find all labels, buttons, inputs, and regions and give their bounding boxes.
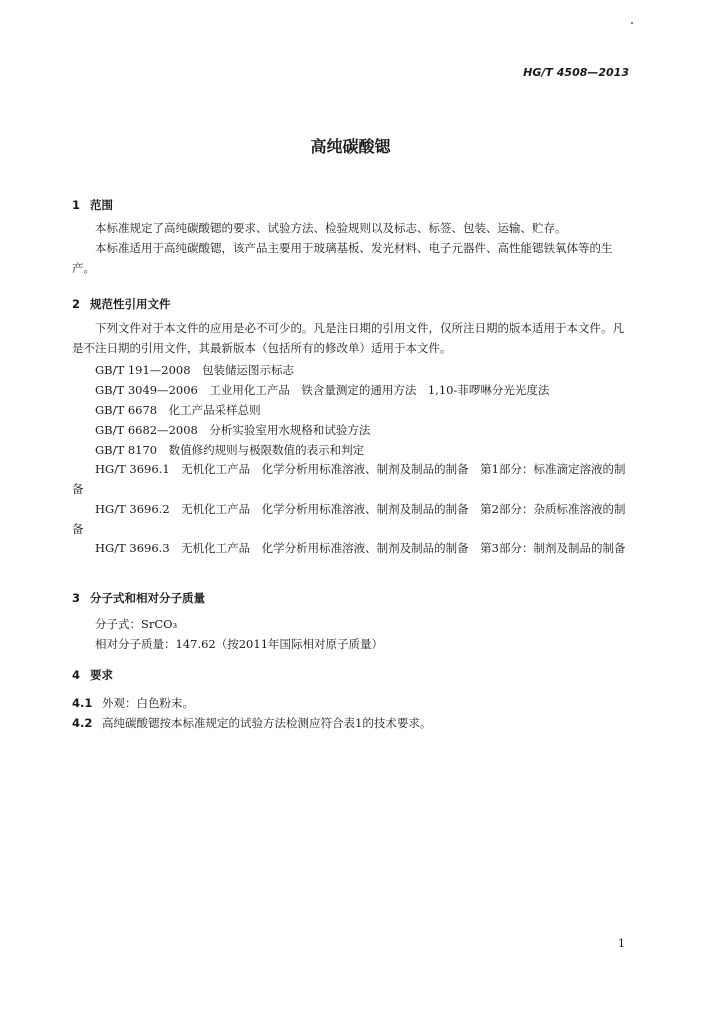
reference-code: GB/T 8170	[95, 443, 158, 457]
document-title: 高纯碳酸锶	[310, 137, 391, 156]
section-number: 2	[72, 297, 81, 311]
section-1-heading	[72, 197, 113, 213]
reference-code: GB/T 3049—2006	[95, 383, 198, 397]
scan-speck	[631, 22, 633, 24]
section-2-heading	[72, 296, 171, 312]
section-title: 分子式和相对分子质量	[90, 591, 205, 605]
reference-title: 数值修约规则与极限数值的表示和判定	[168, 443, 365, 457]
reference-item-wrapped: HG/T 3696.3 无机化工产品 化学分析用标准溶液、制剂及制品的制备 第3部分：制剂及制品的制备	[95, 541, 626, 555]
clause-number: 4.2	[72, 716, 93, 730]
reference-title: 分析实验室用水规格和试验方法	[209, 423, 371, 437]
molecular-formula: 分子式：SrCO₃	[95, 617, 178, 631]
reference-item	[95, 442, 364, 458]
clause-text: 外观：白色粉末。	[102, 696, 194, 710]
reference-item-wrapped: HG/T 3696.2 无机化工产品 化学分析用标准溶液、制剂及制品的制备 第2部分：杂质标准溶液的制备	[72, 502, 626, 536]
clause-text: 高纯碳酸锶按本标准规定的试验方法检测应符合表1的技术要求。	[102, 716, 432, 730]
section-1-paragraph-1: 本标准规定了高纯碳酸锶的要求、试验方法、检验规则以及标志、标签、包装、运输、贮存。	[95, 221, 567, 235]
requirement-item	[72, 695, 194, 711]
section-3-heading	[72, 590, 205, 606]
reference-code: GB/T 191—2008	[95, 363, 191, 377]
reference-title: 工业用化工产品 铁含量测定的通用方法 1,10-菲啰啉分光光度法	[209, 383, 550, 397]
section-title: 范围	[90, 198, 113, 212]
section-number: 4	[72, 668, 81, 682]
reference-title: 化工产品采样总则	[168, 403, 261, 417]
reference-code: GB/T 6678	[95, 403, 158, 417]
requirement-item	[72, 715, 431, 731]
reference-item	[95, 362, 294, 378]
section-4-heading	[72, 667, 113, 683]
section-number: 1	[72, 198, 81, 212]
page-number: 1	[618, 937, 625, 950]
section-title: 规范性引用文件	[90, 297, 171, 311]
section-number: 3	[72, 591, 81, 605]
reference-title: 包装储运图示标志	[202, 363, 295, 377]
reference-item-wrapped: HG/T 3696.1 无机化工产品 化学分析用标准溶液、制剂及制品的制备 第1部分：标准滴定溶液的制备	[72, 462, 626, 496]
section-1-paragraph-2: 本标准适用于高纯碳酸锶，该产品主要用于玻璃基板、发光材料、电子元器件、高性能锶铁氧体等的生产。	[72, 241, 613, 275]
clause-number: 4.1	[72, 696, 93, 710]
reference-code: GB/T 6682—2008	[95, 423, 198, 437]
molecular-mass: 相对分子质量：147.62（按2011年国际相对原子质量）	[95, 637, 384, 651]
reference-item	[95, 422, 370, 438]
section-2-intro: 下列文件对于本文件的应用是必不可少的。凡是注日期的引用文件，仅所注日期的版本适用于本文件。凡是不注日期的引用文件，其最新版本（包括所有的修改单）适用于本文件。	[72, 321, 624, 355]
standard-code: HG/T 4508—2013	[523, 66, 629, 79]
reference-item	[95, 382, 549, 398]
reference-item	[95, 402, 261, 418]
section-title: 要求	[90, 668, 113, 682]
